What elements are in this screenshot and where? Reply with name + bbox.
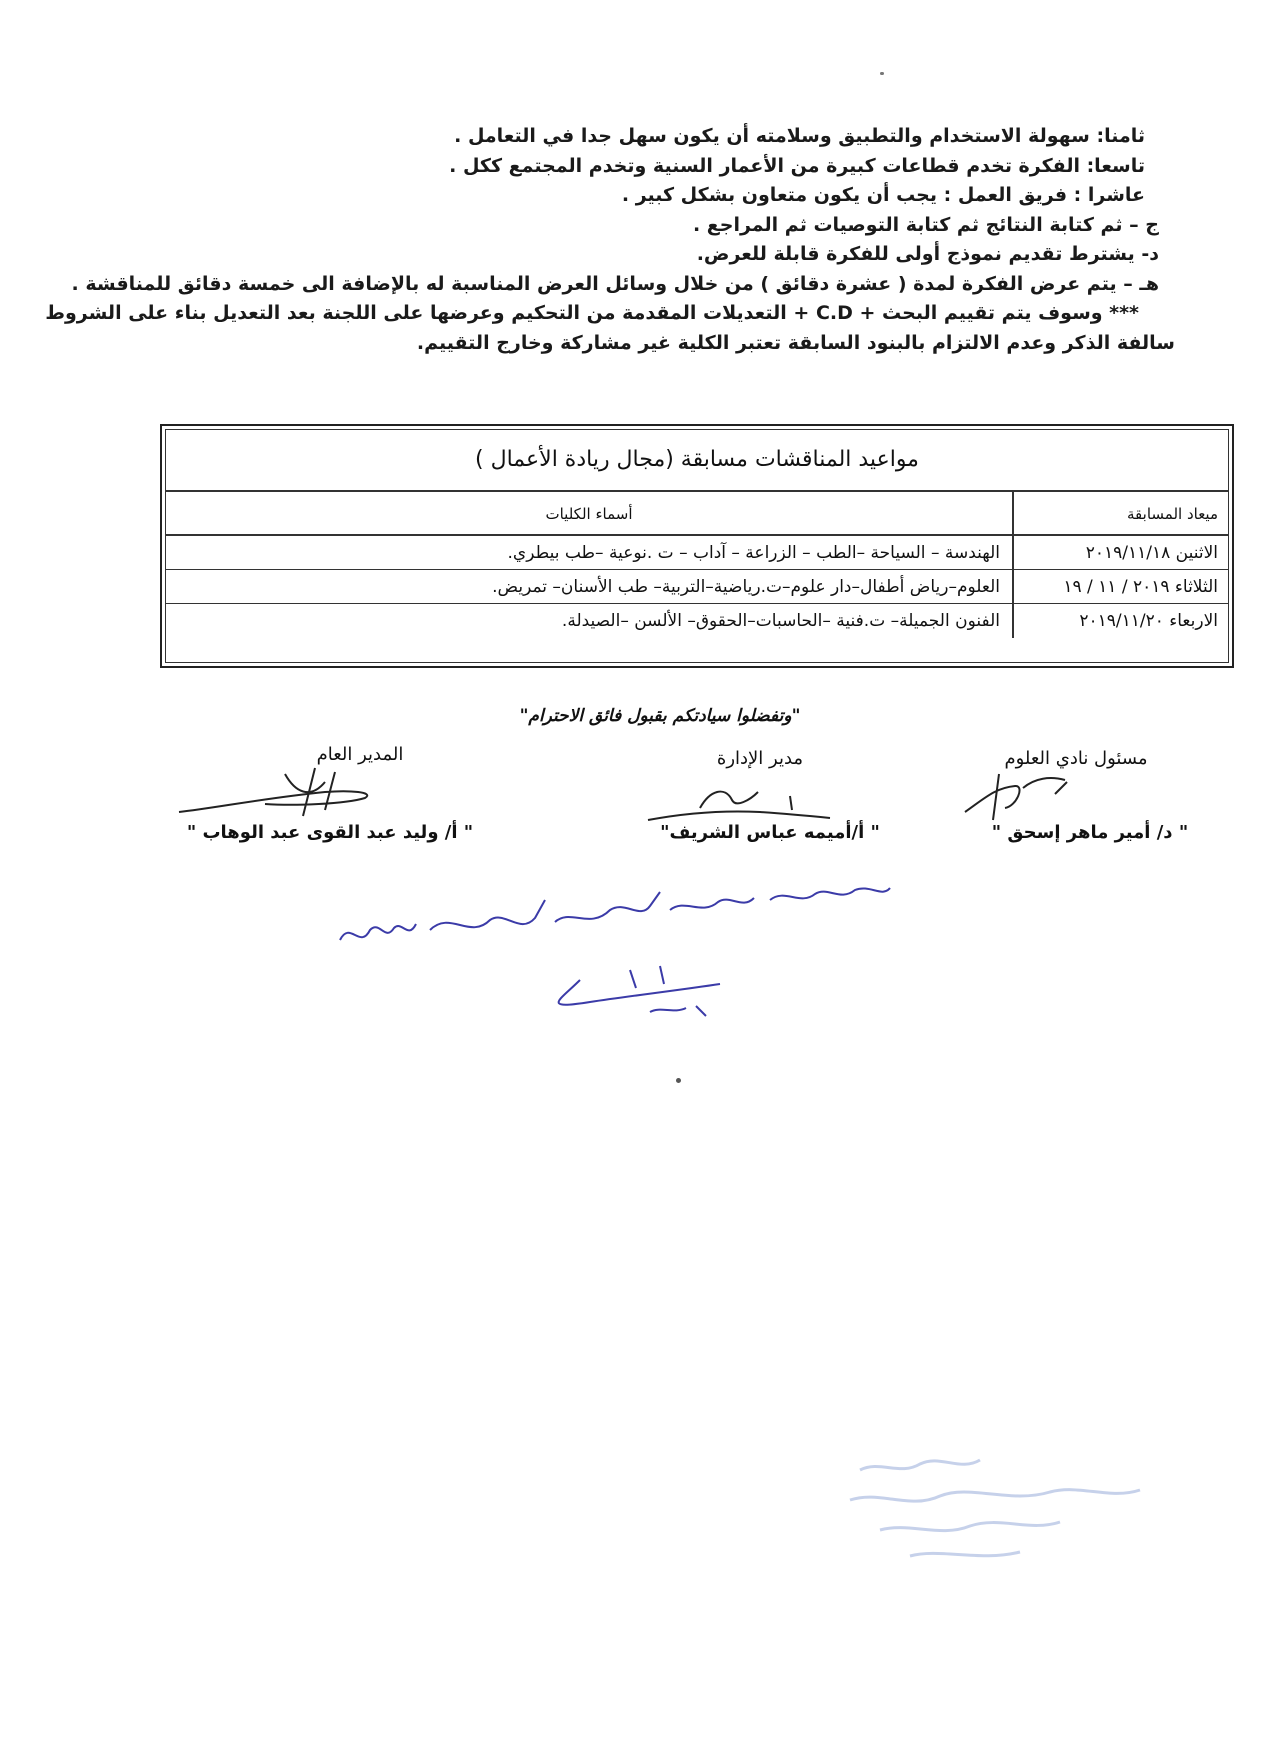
item-dal: د- يشترط تقديم نموذج أولى للفكرة قابلة للعرض.: [696, 243, 1159, 265]
signature-mark-general-manager: [175, 762, 385, 820]
item-jeem: ج – ثم كتابة النتائج ثم كتابة التوصيات ثم المراجع .: [692, 213, 1159, 236]
signature-title-club: مسئول نادي العلوم: [1004, 748, 1148, 769]
scan-dot: [676, 1078, 681, 1083]
signature-title-general-manager: المدير العام: [316, 744, 404, 765]
item-ha: هـ – يتم عرض الفكرة لمدة ( عشرة دقائق ) من خلال وسائل العرض المناسبة له بالإضافة الى خمسة دقائق للمناقشة .: [71, 272, 1159, 295]
header-date: ميعاد المسابقة: [1012, 492, 1228, 534]
evaluation-note: *** وسوف يتم تقييم البحث + C.D + التعديلات المقدمة من التحكيم وعرضها على اللجنة بعد التعديل بناء على الشروط: [45, 302, 1139, 324]
closing-phrase: "وتفضلوا سيادتكم بقبول فائق الاحترام": [519, 706, 801, 726]
row-date: الاثنين ٢٠١٩/١١/١٨: [1012, 536, 1228, 569]
signature-title-admin: مدير الإدارة: [716, 748, 804, 769]
signature-mark-club: [955, 768, 1085, 826]
handwritten-annotation: [330, 880, 900, 1030]
table-row: [166, 536, 1228, 570]
row-colleges: العلوم–رياض أطفال–دار علوم–ت.رياضية–التربية– طب الأسنان– تمريض.: [492, 577, 1000, 597]
header-colleges: أسماء الكليات: [545, 505, 633, 523]
signature-mark-admin: [640, 770, 840, 826]
faded-stamp: [840, 1430, 1170, 1580]
signature-name-general-manager: " أ/ وليد عبد القوى عبد الوهاب ": [186, 822, 474, 843]
signature-name-admin: " أ/أميمه عباس الشريف": [660, 822, 880, 843]
item-ninth: تاسعا: الفكرة تخدم قطاعات كبيرة من الأعمار السنية وتخدم المجتمع ككل .: [449, 154, 1145, 177]
table-title: مواعيد المناقشات مسابقة (مجال ريادة الأعمال ): [166, 430, 1228, 492]
table-header-row: [166, 492, 1228, 536]
row-colleges: الهندسة – السياحة –الطب – الزراعة – آداب – ت .نوعية –طب بيطري.: [507, 543, 1000, 563]
row-date: الاربعاء ٢٠١٩/١١/٢٠: [1012, 604, 1228, 638]
signature-name-club: " د/ أمير ماهر إسحق ": [991, 822, 1189, 843]
table-row: [166, 570, 1228, 604]
scan-speck: [880, 72, 884, 75]
conditions-text: [45, 122, 1175, 358]
schedule-table-inner: [165, 429, 1229, 663]
evaluation-note-cont: سالفة الذكر وعدم الالتزام بالبنود السابقة تعتبر الكلية غير مشاركة وخارج التقييم.: [416, 331, 1175, 354]
table-row: [166, 604, 1228, 638]
item-eighth: ثامنا: سهولة الاستخدام والتطبيق وسلامته أن يكون سهل جدا في التعامل .: [454, 125, 1145, 147]
item-tenth: عاشرا : فريق العمل : يجب أن يكون متعاون بشكل كبير .: [621, 184, 1145, 206]
row-colleges: الفنون الجميلة– ت.فنية –الحاسبات–الحقوق– الألسن –الصيدلة.: [561, 611, 1000, 631]
schedule-table: [160, 424, 1234, 668]
row-date: الثلاثاء ٢٠١٩ / ١١ / ١٩: [1012, 570, 1228, 603]
